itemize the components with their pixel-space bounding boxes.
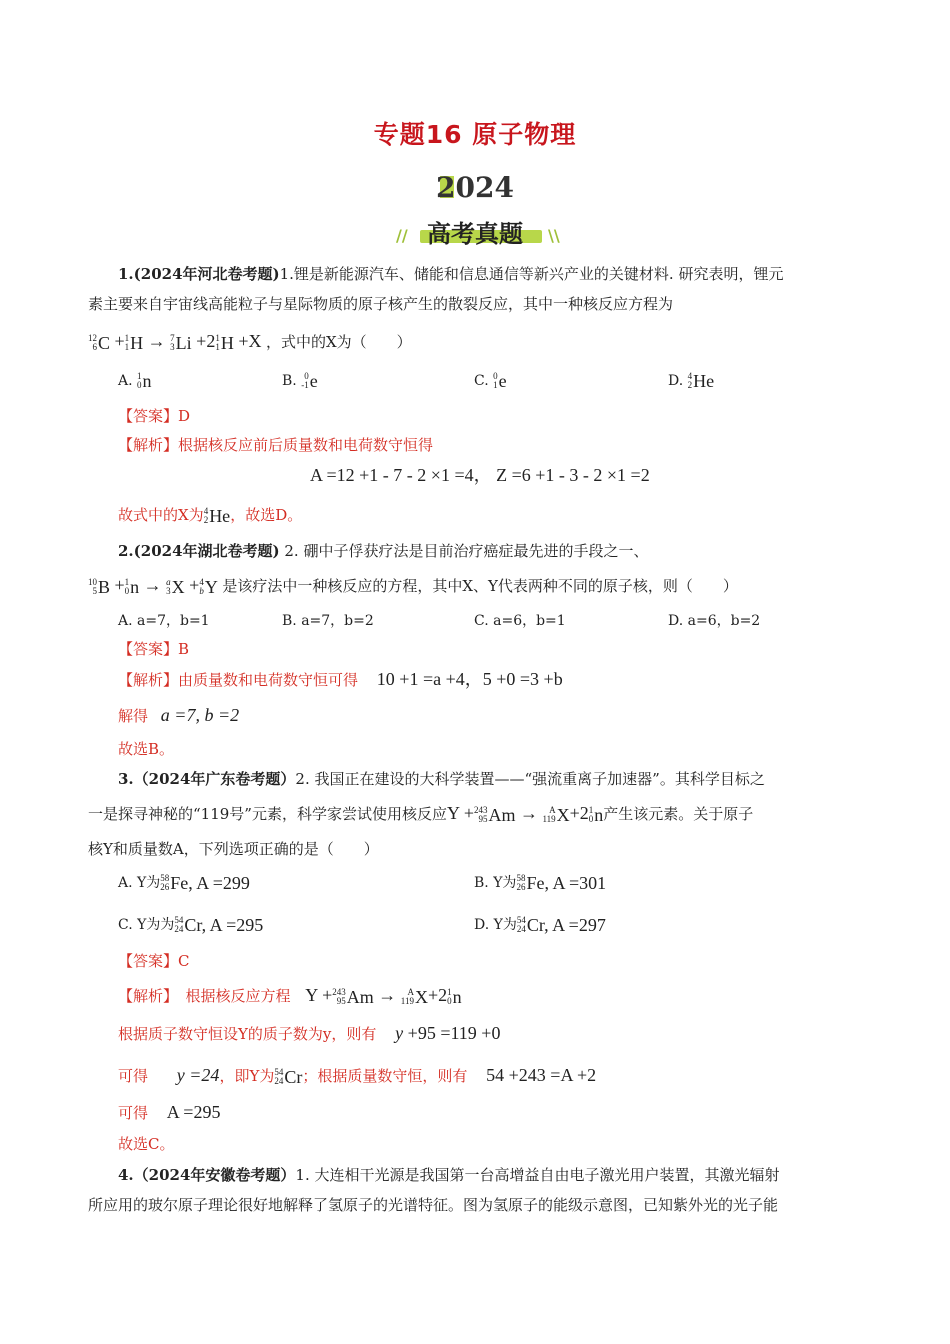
q3-step3-line bbox=[118, 1097, 220, 1128]
q2-equation-line bbox=[88, 570, 738, 602]
q1-line1 bbox=[118, 259, 783, 289]
q4-line1 bbox=[118, 1160, 780, 1190]
q1-conclusion: 故式中的X为 4 2 He，故选D。 bbox=[118, 506, 303, 526]
q1-option-b[interactable]: B. 0 -1 e bbox=[282, 371, 318, 391]
q2-equation-tail: 是该疗法中一种核反应的方程，其中X、Y代表两种不同的原子核，则（ ） bbox=[222, 577, 738, 595]
q2-header: 2.(2024年湖北卷考题) bbox=[118, 542, 280, 560]
q2-solve: a =7, b =2 bbox=[160, 705, 240, 725]
q1-calculation: A =12 +1 - 7 - 2 ×1 =4， Z =6 +1 - 3 - 2 ×1 =2 bbox=[310, 465, 650, 485]
q3-line2 bbox=[88, 798, 753, 830]
q1-option-a-label: A. bbox=[118, 373, 133, 389]
q3-step1-equation: y +95 =119 +0 bbox=[395, 1023, 501, 1043]
q2-solve-line bbox=[118, 700, 239, 731]
q3-option-d[interactable]: D. Y为 54 24 Cr, A =297 bbox=[474, 910, 606, 940]
q3-analysis-line bbox=[118, 980, 462, 1012]
q3-reaction-equation: Y + 243 95 Am → A 119 X+2 1 0 n bbox=[446, 803, 604, 825]
q3-step3-value: A =295 bbox=[166, 1102, 221, 1122]
q1-conclusion-pre: 故式中的X为 bbox=[118, 506, 204, 524]
q3-text-3: 产生该元素。关于原子 bbox=[603, 805, 754, 823]
q2-option-d[interactable]: D. a=6，b=2 bbox=[668, 613, 761, 629]
q2-option-c[interactable]: C. a=6，b=1 bbox=[474, 613, 566, 629]
q3-answer: 【答案】C bbox=[118, 952, 190, 970]
q1-option-c-label: C. bbox=[474, 373, 489, 389]
q3-option-b[interactable]: B. Y为 58 26 Fe, A =301 bbox=[474, 868, 606, 898]
q3-step3-label: 可得 bbox=[118, 1104, 149, 1122]
year-label: 2024 bbox=[436, 171, 514, 204]
section-banner: 高考真题 bbox=[427, 220, 523, 248]
q3-text-1: 2. 我国正在建设的大科学装置——“强流重离子加速器”。其科学目标之 bbox=[295, 770, 765, 788]
q3-step2-value: y =24 bbox=[176, 1065, 220, 1085]
q4-header: 4.（2024年安徽卷考题） bbox=[118, 1166, 296, 1184]
page-title: 专题16 原子物理 bbox=[373, 120, 577, 149]
q2-answer: 【答案】B bbox=[118, 640, 190, 658]
q1-option-c[interactable]: C. 0 1 e bbox=[474, 371, 507, 391]
q2-analysis-line bbox=[118, 664, 563, 695]
q4-text-1: 1. 大连相干光源是我国第一台高增益自由电子激光用户装置，其激光辐射 bbox=[295, 1166, 780, 1184]
banner-right-slash-icon: \\ bbox=[548, 226, 560, 245]
q3-step2-line: 可得 y =24，即Y为 54 24 Cr；根据质量数守恒，则有 54 +243 =A +2 bbox=[118, 1065, 597, 1087]
q1-option-a[interactable]: A. 1 0 n bbox=[118, 371, 152, 391]
q3-analysis: 【解析】 根据核反应方程 bbox=[118, 987, 291, 1005]
q3-step2-post: ；根据质量数守恒，则有 bbox=[302, 1067, 468, 1085]
q3-step1: 根据质子数守恒设Y的质子数为y，则有 bbox=[118, 1025, 377, 1043]
q1-option-d-label: D. bbox=[668, 373, 684, 389]
q1-text-1: 1.锂是新能源汽车、储能和信息通信等新兴产业的关键材料. 研究表明，锂元 bbox=[279, 265, 784, 283]
q3-conclusion: 故选C。 bbox=[118, 1135, 175, 1153]
q3-option-a[interactable]: A. Y为 58 26 Fe, A =299 bbox=[118, 868, 250, 898]
q1-equation-line bbox=[88, 326, 412, 358]
q2-solve-label: 解得 bbox=[118, 707, 149, 725]
q2-line1 bbox=[118, 536, 648, 566]
q2-option-a[interactable]: A. a=7，b=1 bbox=[118, 613, 210, 629]
q3-option-c-value: Cr, A =295 bbox=[184, 915, 264, 935]
q3-line3: 核Y和质量数A，下列选项正确的是（ ） bbox=[88, 840, 379, 858]
q2-option-b[interactable]: B. a=7，b=2 bbox=[282, 613, 374, 629]
q1-header: 1.(2024年河北卷考题) bbox=[118, 265, 280, 283]
q3-option-c[interactable]: C. Y为为 54 24 Cr, A =295 bbox=[118, 910, 263, 940]
banner-left-slash-icon: // bbox=[396, 226, 408, 245]
q1-line2: 素主要来自宇宙线高能粒子与星际物质的原子核产生的散裂反应，其中一种核反应方程为 bbox=[88, 295, 674, 313]
q3-option-d-value: Cr, A =297 bbox=[526, 915, 606, 935]
q2-calculation: 10 +1 =a +4，5 +0 =3 +b bbox=[376, 669, 563, 689]
q1-conclusion-post: ，故选D。 bbox=[230, 506, 303, 524]
q3-text-2: 一是探寻神秘的“119号”元素，科学家尝试使用核反应 bbox=[88, 805, 447, 823]
q1-option-d[interactable]: D. 4 2 He bbox=[668, 371, 715, 391]
q1-equation-tail: ，式中的X为（ ） bbox=[265, 333, 412, 351]
q2-reaction-equation: 10 5 B + 1 0 n → a 3 X + 4 b Y bbox=[88, 575, 218, 597]
q3-step1-line bbox=[118, 1018, 500, 1049]
q1-option-b-label: B. bbox=[282, 373, 297, 389]
q1-analysis: 【解析】根据核反应前后质量数和电荷数守恒得 bbox=[118, 436, 434, 454]
q3-line1 bbox=[118, 764, 765, 794]
q1-reaction-equation: 12 6 C + 1 1 H → 7 3 Li +2 1 1 H +X bbox=[88, 331, 266, 353]
q4-line2: 所应用的玻尔原子理论很好地解释了氢原子的光谱特征。图为氢原子的能级示意图，已知紫外光的光子能 bbox=[88, 1196, 779, 1214]
q3-analysis-equation: Y + 243 95 Am → A 119 X+2 1 0 n bbox=[305, 985, 462, 1007]
q3-option-d-label: D. Y为 bbox=[474, 917, 517, 933]
q3-option-b-value: Fe, A =301 bbox=[526, 873, 607, 893]
q3-option-b-label: B. Y为 bbox=[474, 875, 517, 891]
q3-step2-label: 可得 bbox=[118, 1067, 149, 1085]
q3-option-a-value: Fe, A =299 bbox=[170, 873, 250, 893]
q3-step2-mid: ，即Y为 bbox=[219, 1067, 275, 1085]
q3-header: 3.（2024年广东卷考题） bbox=[118, 770, 296, 788]
q2-conclusion: 故选B。 bbox=[118, 740, 175, 758]
q3-step2-equation: 54 +243 =A +2 bbox=[486, 1065, 597, 1085]
q2-analysis: 【解析】由质量数和电荷数守恒可得 bbox=[118, 671, 359, 689]
q3-option-c-label: C. Y为为 bbox=[118, 917, 175, 933]
q3-option-a-label: A. Y为 bbox=[118, 875, 161, 891]
q2-text-1: 2. 硼中子俘获疗法是目前治疗癌症最先进的手段之一、 bbox=[279, 542, 649, 560]
q1-answer: 【答案】D bbox=[118, 407, 191, 425]
